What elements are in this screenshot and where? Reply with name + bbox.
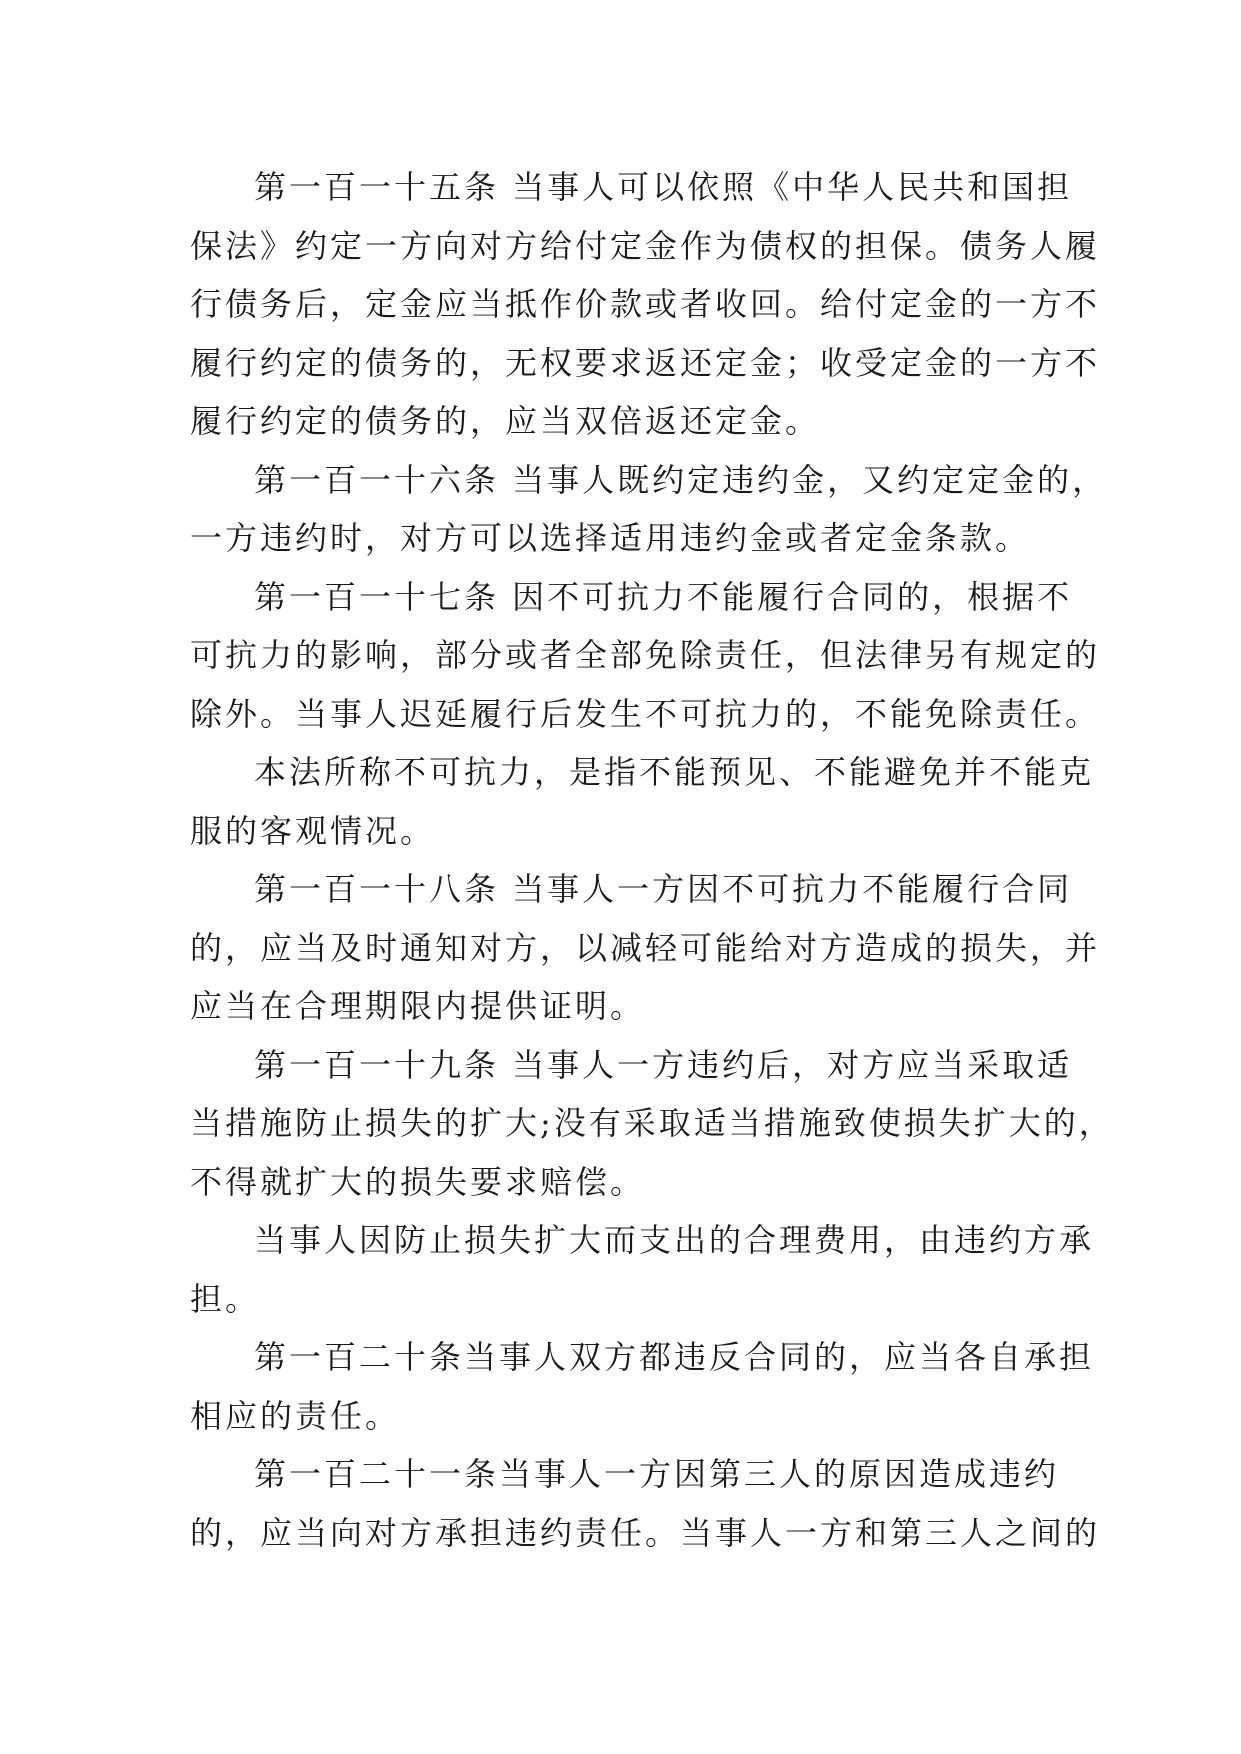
text-line: 第一百一十九条 当事人一方违约后，对方应当采取适: [254, 1045, 1073, 1084]
text-line: 除外。当事人迟延履行后发生不可抗力的，不能免除责任。: [190, 694, 1101, 733]
text-line: 本法所称不可抗力，是指不能预见、不能避免并不能克: [254, 753, 1095, 791]
text-line: 第一百一十五条 当事人可以依照《中华人民共和国担: [254, 168, 1073, 206]
force-majeure-definition-paragraph: [190, 743, 1095, 860]
article-119-paragraph: [190, 1036, 1114, 1212]
text-line: 保法》约定一方向对方给付定金作为债权的担保。债务人履: [190, 226, 1101, 265]
text-line: 当措施防止损失的扩大;没有采取适当措施致使损失扩大的，: [190, 1104, 1114, 1142]
text-line: 第一百一十七条 因不可抗力不能履行合同的，根据不: [254, 577, 1073, 616]
text-line: 不得就扩大的损失要求赔偿。: [190, 1162, 646, 1201]
text-line: 第一百一十六条 当事人既约定违约金，又约定定金的，: [254, 460, 1108, 499]
text-line: 履行约定的债务的，无权要求返还定金；收受定金的一方不: [190, 343, 1101, 382]
text-line: 可抗力的影响，部分或者全部免除责任，但法律另有规定的: [190, 636, 1101, 674]
text-line: 担。: [190, 1279, 261, 1318]
article-116-paragraph: [190, 451, 1108, 568]
article-120-paragraph: [190, 1328, 1095, 1445]
article-118-paragraph: [190, 860, 1101, 1036]
article-117-paragraph: [190, 568, 1101, 744]
text-line: 一方违约时，对方可以选择适用违约金或者定金条款。: [190, 519, 1031, 557]
text-line: 相应的责任。: [190, 1396, 401, 1435]
body-text: [190, 158, 1114, 1562]
text-line: 履行约定的债务的，应当双倍返还定金。: [190, 402, 821, 440]
article-121-paragraph: [190, 1445, 1101, 1562]
text-line: 第一百二十条当事人双方都违反合同的，应当各自承担: [254, 1338, 1095, 1376]
text-line: 应当在合理期限内提供证明。: [190, 987, 646, 1025]
text-line: 服的客观情况。: [190, 811, 436, 850]
text-line: 当事人因防止损失扩大而支出的合理费用，由违约方承: [254, 1221, 1095, 1259]
text-line: 行债务后，定金应当抵作价款或者收回。给付定金的一方不: [190, 285, 1101, 323]
text-line: 的，应当及时通知对方，以减轻可能给对方造成的损失，并: [190, 928, 1101, 967]
text-line: 第一百一十八条 当事人一方因不可抗力不能履行合同: [254, 870, 1073, 908]
article-115-paragraph: [190, 158, 1101, 451]
text-line: 的，应当向对方承担违约责任。当事人一方和第三人之间的: [190, 1513, 1101, 1552]
text-line: 第一百二十一条当事人一方因第三人的原因造成违约: [254, 1455, 1060, 1493]
article-119-expense-paragraph: [190, 1211, 1095, 1328]
